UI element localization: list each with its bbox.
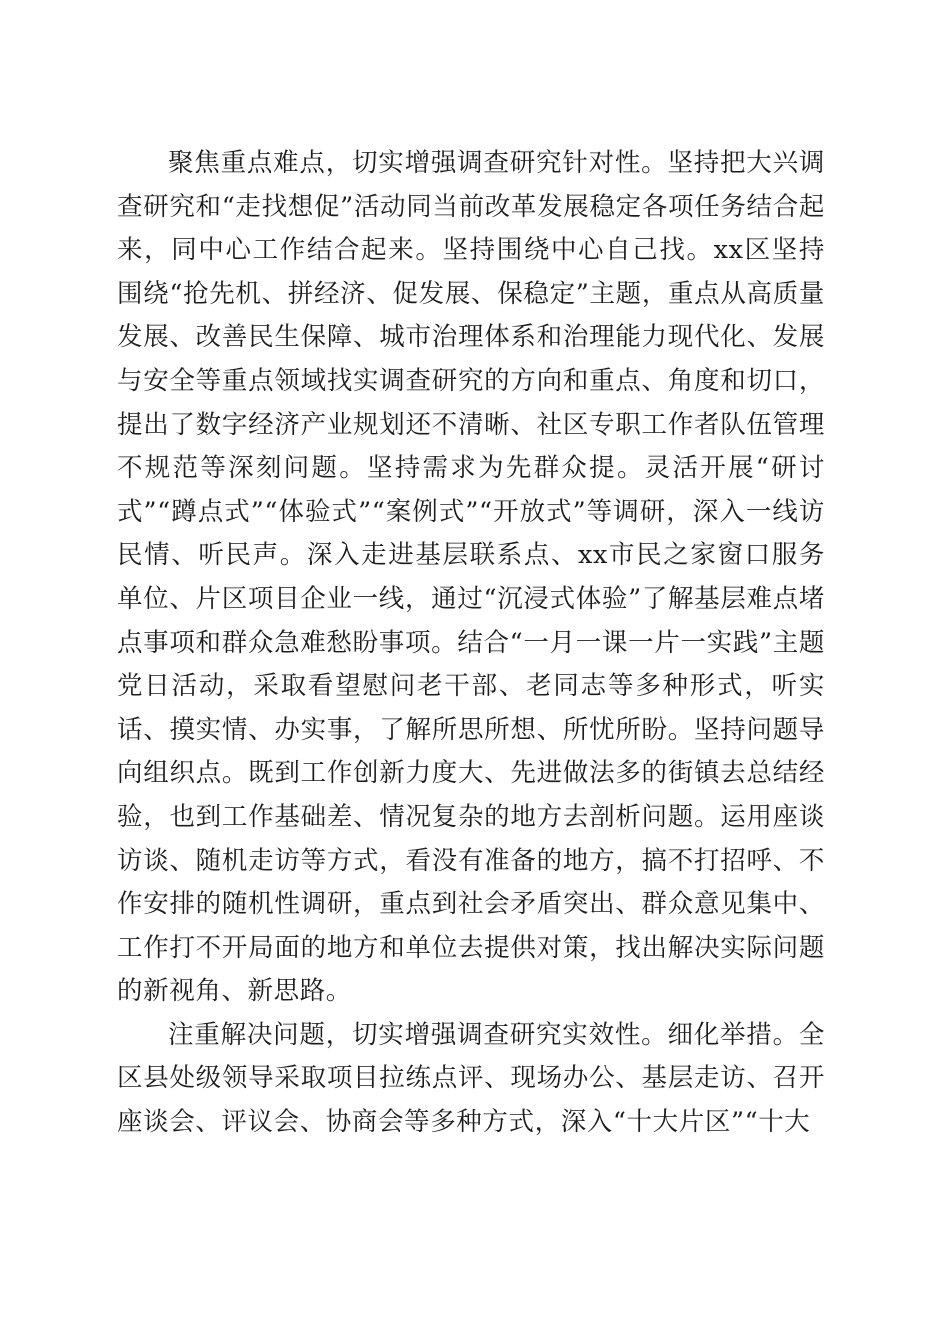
- paragraph-problem-solving: 注重解决问题，切实增强调查研究实效性。细化举措。全区县处级领导采取项目拉练点评、现场办公、基层走访、召开座谈会、评议会、协商会等多种方式，深入“十大片区”“十大: [117, 1019, 825, 1138]
- paragraph-research-focus: 聚焦重点难点，切实增强调查研究针对性。坚持把大兴调查研究和“走找想促”活动同当前改革发展稳定各项任务结合起来，同中心工作结合起来。坚持围绕中心自己找。xx区坚持围绕“抢先机、拼经济、促发展、保稳定”主题，重点从高质量发展、改善民生保障、城市治理体系和治理能力现代化、发展与安全等重点领域找实调查研究的方向和重点、角度和切口，提出了数字经济产业规划还不清晰、社区专职工作者队伍管理不规范等深刻问题。坚持需求为先群众提。灵活开展“研讨式”“蹲点式”“体验式”“案例式”“开放式”等调研，深入一线访民情、听民声。深入走进基层联系点、xx市民之家窗口服务单位、片区项目企业一线，通过“沉浸式体验”了解基层难点堵点事项和群众急难愁盼事项。结合“一月一课一片一实践”主题党日活动，采取看望慰问老干部、老同志等多种形式，听实话、摸实情、办实事，了解所思所想、所忧所盼。坚持问题导向组织点。既到工作创新力度大、先进做法多的街镇去总结经验，也到工作基础差、情况复杂的地方去剖析问题。运用座谈访谈、随机走访等方式，看没有准备的地方，搞不打招呼、不作安排的随机性调研，重点到社会矛盾突出、群众意见集中、工作打不开局面的地方和单位去提供对策，找出解决实际问题的新视角、新思路。: [117, 148, 825, 1007]
- document-body: [117, 142, 825, 1145]
